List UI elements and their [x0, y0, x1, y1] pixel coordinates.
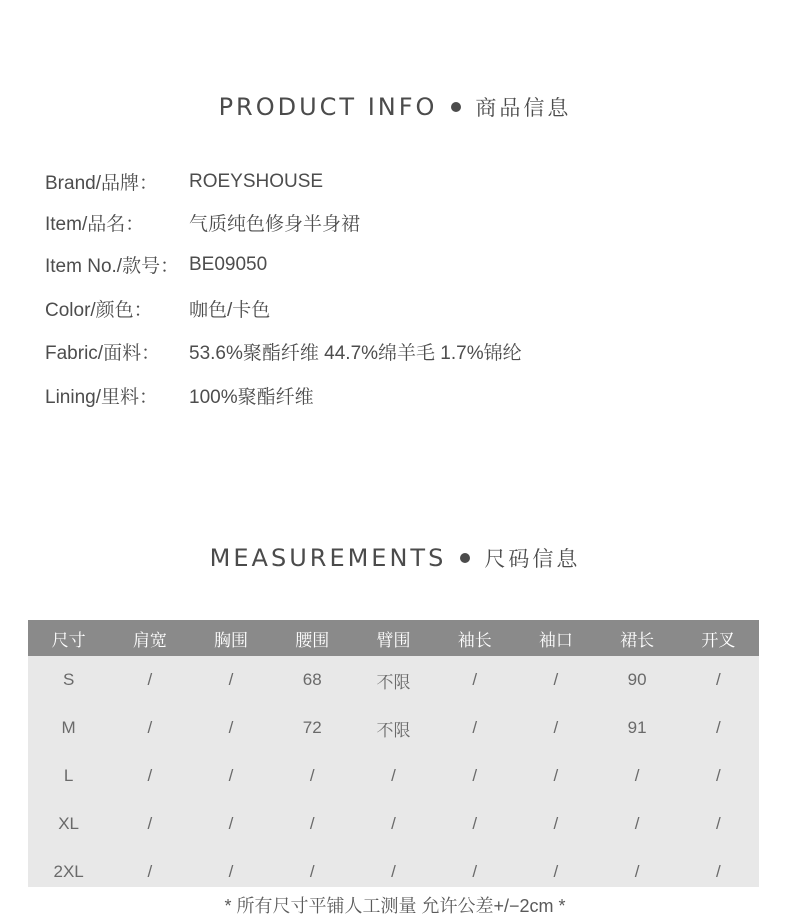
table-cell: / — [147, 814, 153, 833]
table-header-cell: 裙长 — [620, 630, 655, 650]
table-cell: / — [147, 670, 153, 689]
table-header-cell: 胸围 — [214, 630, 249, 650]
table-header-cell: 臂围 — [376, 630, 411, 650]
table-cell: / — [309, 766, 315, 785]
info-label: Lining/里料： — [45, 387, 158, 408]
table-header-cell: 开叉 — [701, 630, 736, 650]
table-cell: / — [147, 862, 153, 881]
info-label: Fabric/面料： — [45, 343, 161, 364]
info-label: Item No./款号： — [45, 256, 180, 277]
table-cell: 90 — [627, 670, 647, 689]
table-cell: / — [228, 670, 234, 689]
info-value: 100%聚酯纤维 — [189, 387, 314, 408]
product-info-title-en: PRODUCT INFO — [218, 93, 438, 121]
table-cell: / — [228, 766, 234, 785]
table-row — [28, 752, 759, 800]
size-table — [28, 620, 759, 887]
table-row — [28, 848, 759, 896]
size-table-header — [28, 620, 759, 656]
table-cell: / — [553, 814, 559, 833]
product-info-title-zh: 商品信息 — [475, 96, 572, 120]
table-cell: / — [715, 766, 721, 785]
table-row — [28, 656, 759, 704]
table-cell: / — [715, 814, 721, 833]
table-cell: M — [61, 718, 76, 737]
measurement-note: * 所有尺寸平铺人工测量 允许公差+/−2cm * — [224, 896, 566, 916]
table-cell: S — [62, 670, 75, 689]
measurements-heading — [0, 543, 790, 573]
table-cell: / — [634, 814, 640, 833]
table-cell: / — [553, 670, 559, 689]
table-cell: / — [147, 766, 153, 785]
table-cell: / — [391, 814, 396, 833]
table-cell: / — [472, 718, 478, 737]
table-cell: / — [472, 766, 478, 785]
table-cell: / — [472, 814, 478, 833]
table-cell: 不限 — [376, 720, 411, 740]
table-cell: 不限 — [376, 672, 411, 692]
info-row-lining — [45, 382, 314, 409]
table-cell: / — [228, 814, 234, 833]
info-value: 咖色/卡色 — [189, 300, 271, 321]
table-cell: / — [147, 718, 153, 737]
info-label: Color/颜色： — [45, 300, 153, 321]
table-cell: XL — [58, 814, 79, 833]
table-header-cell: 腰围 — [295, 630, 330, 650]
table-cell: / — [309, 814, 315, 833]
table-cell: / — [634, 766, 640, 785]
bullet-dot-icon — [460, 553, 470, 563]
table-cell: / — [391, 766, 396, 785]
table-cell: / — [228, 718, 234, 737]
table-header-cell: 肩宽 — [132, 630, 167, 650]
info-value: ROEYSHOUSE — [189, 170, 324, 192]
table-cell: 68 — [302, 670, 322, 689]
table-header-cell: 袖长 — [457, 630, 492, 650]
table-row — [28, 704, 759, 752]
table-cell: 2XL — [53, 862, 84, 881]
table-header-cell: 袖口 — [538, 630, 573, 650]
bullet-dot-icon — [451, 102, 461, 112]
table-cell: / — [715, 718, 721, 737]
info-row-item-no — [45, 251, 267, 278]
table-cell: / — [553, 718, 559, 737]
info-label: Brand/品牌： — [45, 173, 158, 194]
info-row-brand — [45, 168, 323, 195]
table-cell: 72 — [302, 718, 322, 737]
info-value: BE09050 — [189, 253, 268, 275]
measurements-title-zh: 尺码信息 — [484, 547, 581, 571]
measurements-title-en: MEASUREMENTS — [209, 544, 447, 572]
info-row-item — [45, 209, 360, 236]
table-cell: / — [309, 862, 315, 881]
table-row — [28, 800, 759, 848]
table-cell: / — [553, 766, 559, 785]
info-label: Item/品名： — [45, 214, 145, 235]
table-cell: / — [391, 862, 396, 881]
info-value: 气质纯色修身半身裙 — [189, 214, 361, 235]
table-cell: 91 — [627, 718, 647, 737]
info-row-color — [45, 295, 270, 322]
table-cell: L — [63, 766, 74, 785]
info-value: 53.6%聚酯纤维 44.7%绵羊毛 1.7%锦纶 — [189, 343, 522, 364]
table-cell: / — [634, 862, 640, 881]
table-cell: / — [472, 670, 478, 689]
product-info-heading — [0, 92, 790, 122]
table-header-cell: 尺寸 — [51, 630, 86, 650]
table-cell: / — [715, 862, 721, 881]
info-row-fabric — [45, 338, 522, 365]
table-cell: / — [472, 862, 478, 881]
table-cell: / — [715, 670, 721, 689]
table-cell: / — [553, 862, 559, 881]
table-cell: / — [228, 862, 234, 881]
